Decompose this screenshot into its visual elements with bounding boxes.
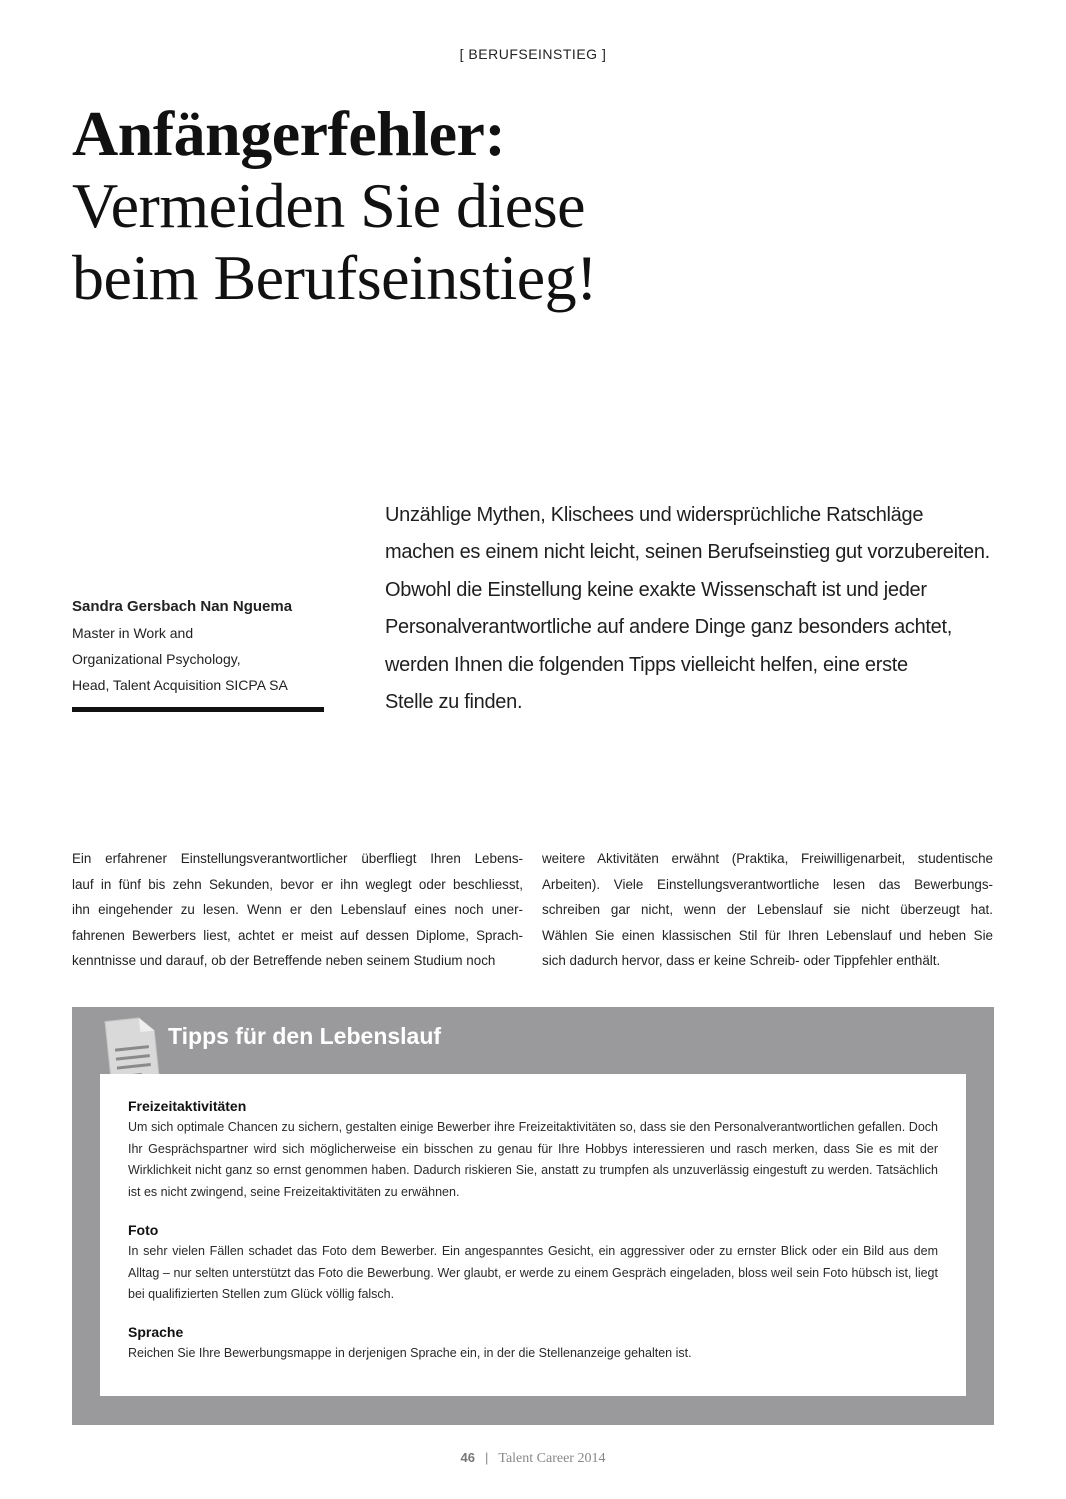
lead-line: werden Ihnen die folgenden Tipps vielleicht helfen, eine erste	[385, 653, 908, 676]
body-line: schreiben gar nicht, wenn der Lebenslauf sie nicht überzeugt hat.	[542, 902, 993, 918]
lead-paragraph	[385, 497, 1005, 721]
page-number: 46	[460, 1450, 475, 1465]
tip-heading: Freizeitaktivitäten	[128, 1098, 247, 1114]
body-line: lauf in fünf bis zehn Sekunden, bevor er ihn weglegt oder beschliesst,	[72, 876, 523, 892]
author-name: Sandra Gersbach Nan Nguema	[72, 598, 293, 615]
body-column-right	[542, 846, 993, 974]
author-title-line: Master in Work and	[72, 625, 194, 641]
body-line: Wählen Sie einen klassischen Stil für Ihren Lebenslauf und heben Sie	[542, 927, 993, 943]
author-title-line: Organizational Psychology,	[72, 651, 241, 667]
tip-heading: Sprache	[128, 1324, 184, 1340]
tip-heading: Foto	[128, 1222, 159, 1238]
tips-title: Tipps für den Lebenslauf	[168, 1023, 442, 1049]
lead-line: Personalverantwortliche auf andere Dinge ganz besonders achtet,	[385, 616, 953, 639]
lead-line: Obwohl die Einstellung keine exakte Wissenschaft ist und jeder	[385, 578, 927, 601]
publication-name: Talent Career 2014	[498, 1451, 606, 1466]
lead-line: Stelle zu finden.	[385, 691, 523, 714]
body-line: ihn eingehender zu lesen. Wenn er den Lebenslauf eines noch uner-	[72, 902, 523, 918]
headline-line-2: Vermeiden Sie diese	[72, 170, 585, 241]
tips-content	[100, 1074, 966, 1396]
page-footer	[0, 1450, 1066, 1467]
tip-text: In sehr vielen Fällen schadet das Foto dem Bewerber. Ein angespanntes Gesicht, ein aggressiver oder zu ernster Blick oder ein Bild aus dem Alltag – nur selten unterstützt das Foto die Bewerbung. Wer glaubt, er werde zu einem Gespräch eingeladen, bloss weil sein Foto hübsch ist, liegt bei qualifizierten Stellen zum Glück völlig falsch.	[128, 1244, 938, 1301]
body-line: kenntnisse und darauf, ob der Betreffende neben seinem Studium noch	[72, 953, 496, 969]
author-title-line: Head, Talent Acquisition SICPA SA	[72, 677, 288, 693]
headline	[72, 98, 832, 314]
body-line: weitere Aktivitäten erwähnt (Praktika, Freiwilligenarbeit, studentische	[542, 851, 993, 866]
footer-separator: |	[484, 1450, 489, 1465]
body-line: Ein erfahrener Einstellungsverantwortlicher überfliegt Ihren Lebens-	[72, 851, 523, 866]
section-tag: [ BERUFSEINSTIEG ]	[459, 46, 607, 62]
lead-line: machen es einem nicht leicht, seinen Berufseinstieg gut vorzubereiten.	[385, 541, 990, 564]
tip-item	[128, 1096, 938, 1203]
tips-box	[72, 1007, 994, 1425]
tip-item	[128, 1220, 938, 1306]
tip-item	[128, 1322, 938, 1365]
body-line: sich dadurch hervor, dass er keine Schreib- oder Tippfehler enthält.	[542, 953, 941, 969]
body-column-left	[72, 846, 523, 974]
lead-line: Unzählige Mythen, Klischees und widersprüchliche Ratschläge	[385, 504, 924, 526]
headline-line-3: beim Berufseinstieg!	[72, 242, 597, 313]
body-line: Arbeiten). Viele Einstellungsverantwortliche lesen das Bewerbungs-	[542, 876, 993, 892]
author-block	[72, 594, 324, 698]
body-line: fahrenen Bewerbers liest, achtet er meist auf dessen Diplome, Sprach-	[72, 927, 523, 943]
tip-text: Reichen Sie Ihre Bewerbungsmappe in derjenigen Sprache ein, in der die Stellenanzeige gehalten ist.	[128, 1346, 692, 1360]
headline-bold: Anfängerfehler:	[72, 98, 506, 169]
author-divider	[72, 707, 324, 712]
tip-text: Um sich optimale Chancen zu sichern, gestalten einige Bewerber ihre Freizeitaktivitäten so, dass sie den Personalverantwortlichen gefallen. Doch Ihr Gesprächspartner wird sich möglicherweise ein bisschen zu genau für Ihre Hobbys interessieren und rasch merken, dass Sie es mit der Wirklichkeit nicht ganz so ernst genommen haben. Dadurch riskieren Sie, anstatt zu trumpfen als unzuverlässig eingestuft zu werden. Tatsächlich ist es nicht zwingend, seine Freizeitaktivitäten zu erwähnen.	[128, 1120, 938, 1199]
